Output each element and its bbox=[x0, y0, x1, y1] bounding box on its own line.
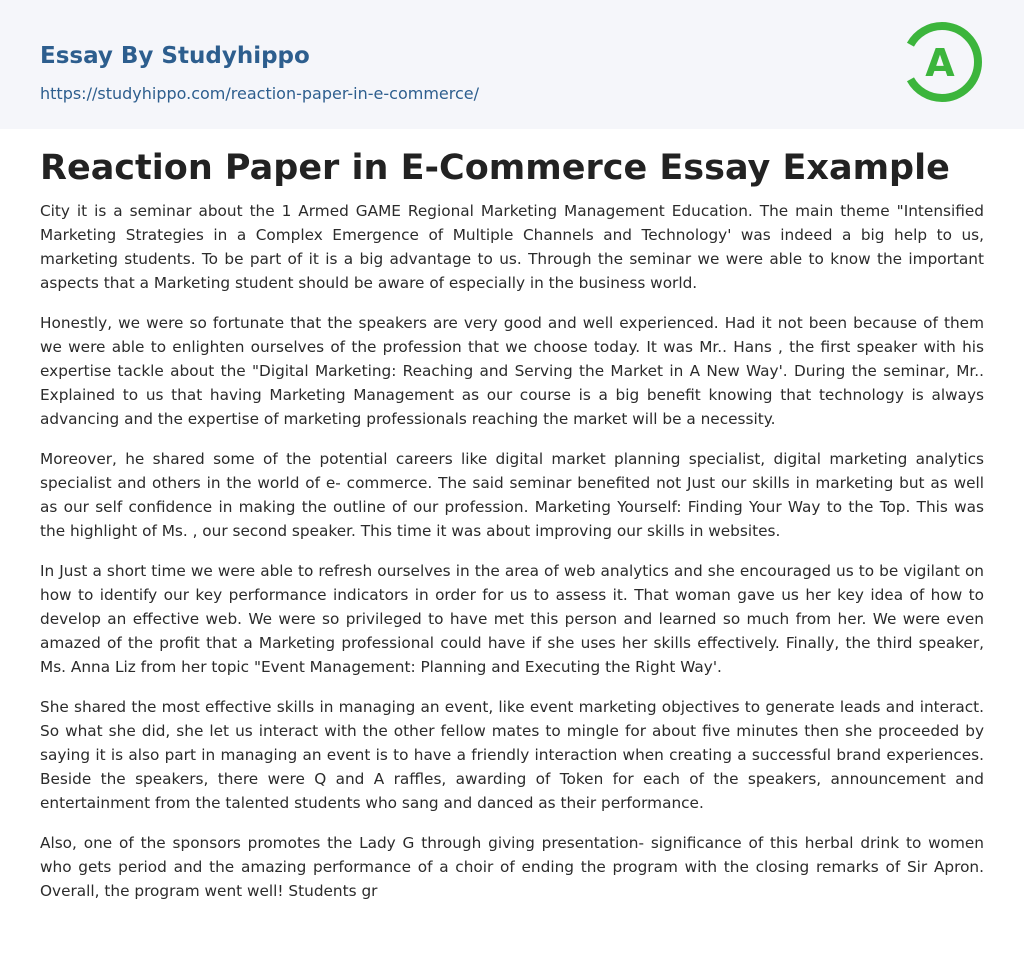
studyhippo-logo-icon[interactable] bbox=[900, 20, 984, 104]
paragraph-4: In Just a short time we were able to refresh ourselves in the area of web analytics and she encouraged us to be vigilant on how to identify our key performance indicators in order for us to assess it. That woman gave us her key idea of how to develop an effective web. We were so privileged to have met this person and learned so much from her. We were even amazed of the profit that a Marketing professional could have if she uses her skills effectively. Finally, the third speaker, Ms. Anna Liz from her topic "Event Management: Planning and Executing the Right Way'. bbox=[40, 562, 984, 676]
paragraph-3: Moreover, he shared some of the potential careers like digital market planning specialist, digital marketing analytics specialist and others in the world of e- commerce. The said seminar benefited not Just our skills in marketing but as well as our self confidence in making the outline of our profession. Marketing Yourself: Finding Your Way to the Top. This was the highlight of Ms. , our second speaker. This time it was about improving our skills in websites. bbox=[40, 450, 984, 540]
page-title: Reaction Paper in E-Commerce Essay Example bbox=[40, 148, 950, 188]
site-name[interactable]: Essay By Studyhippo bbox=[40, 43, 310, 69]
page-url-link[interactable]: https://studyhippo.com/reaction-paper-in-e-commerce/ bbox=[40, 84, 479, 103]
article bbox=[0, 147, 1024, 903]
logo-letter: A bbox=[925, 41, 955, 85]
paragraph-6: Also, one of the sponsors promotes the Lady G through giving presentation- significance of this herbal drink to women who gets period and the amazing performance of a choir of ending the program with the closing remarks of Sir Apron. Overall, the program went well! Students gr bbox=[40, 834, 984, 900]
site-header bbox=[0, 0, 1024, 129]
paragraph-1: City it is a seminar about the 1 Armed GAME Regional Marketing Management Education. The main theme "Intensified Marketing Strategies in a Complex Emergence of Multiple Channels and Technology' was indeed a big help to us, marketing students. To be part of it is a big advantage to us. Through the seminar we were able to know the important aspects that a Marketing student should be aware of especially in the business world. bbox=[40, 202, 984, 292]
paragraph-2: Honestly, we were so fortunate that the speakers are very good and well experienced. Had it not been because of them we were able to enlighten ourselves of the profession that we choose today. It was Mr.. Hans , the first speaker with his expertise tackle about the "Digital Marketing: Reaching and Serving the Market in A New Way'. During the seminar, Mr.. Explained to us that having Marketing Management as our course is a big benefit knowing that technology is always advancing and the expertise of marketing professionals reaching the market will be a necessity. bbox=[40, 314, 984, 428]
paragraph-5: She shared the most effective skills in managing an event, like event marketing objectives to generate leads and interact. So what she did, she let us interact with the other fellow mates to mingle for about five minutes then she proceeded by saying it is also part in managing an event is to have a friendly interaction when creating a successful brand experiences. Beside the speakers, there were Q and A raffles, awarding of Token for each of the speakers, announcement and entertainment from the talented students who sang and danced as their performance. bbox=[40, 698, 984, 812]
